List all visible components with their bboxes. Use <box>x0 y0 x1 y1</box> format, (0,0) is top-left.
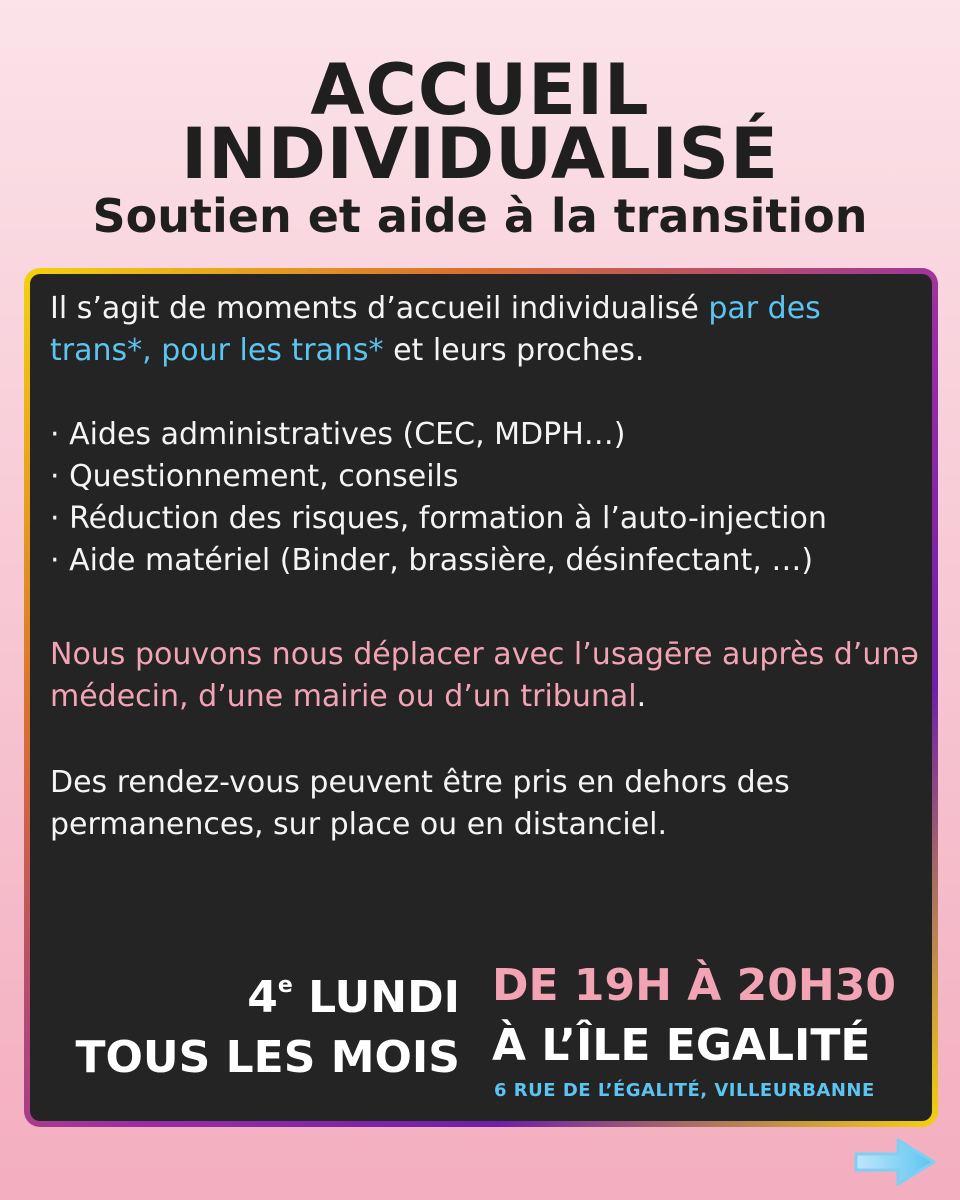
schedule-place: À L’ÎLE EGALITÉ <box>492 1020 871 1071</box>
list-item: · Aide matériel (Binder, brassière, désinfectant, …) <box>50 543 814 578</box>
title-line-2: INDIVIDUALISÉ <box>181 113 779 195</box>
content-frame <box>24 268 938 1127</box>
appointments-paragraph: Des rendez-vous peuvent être pris en dehors des permanences, sur place ou en distanciel. <box>50 765 790 842</box>
intro-paragraph <box>50 288 920 372</box>
subtitle: Soutien et aide à la transition <box>92 189 868 243</box>
schedule-when <box>75 956 460 1088</box>
list-item: · Aides administratives (CEC, MDPH…) <box>50 417 626 452</box>
arrow-right-icon[interactable] <box>850 1134 940 1190</box>
day-number: 4 <box>247 972 278 1023</box>
title-line-1: ACCUEIL <box>310 49 650 131</box>
schedule-frequency: TOUS LES MOIS <box>75 1032 460 1083</box>
schedule-where <box>492 956 896 1076</box>
day-name: LUNDI <box>292 972 460 1023</box>
schedule-day <box>75 956 460 1028</box>
accompany-end: . <box>636 679 647 714</box>
accompany-paragraph <box>50 634 920 718</box>
schedule-time: DE 19H À 20H30 <box>492 960 896 1011</box>
accompany-text: Nous pouvons nous déplacer avec l’usagēre auprès d’unǝ médecin, d’une mairie ou d’un tribunal <box>50 637 919 714</box>
day-superscript: e <box>277 973 293 998</box>
list-item: · Réduction des risques, formation à l’auto-injection <box>50 501 827 536</box>
list-item: · Questionnement, conseils <box>50 459 459 494</box>
intro-start: Il s’agit de moments d’accueil individualisé <box>50 291 709 326</box>
schedule-address: 6 RUE DE L’ÉGALITÉ, VILLEURBANNE <box>494 1080 875 1101</box>
intro-highlight: par des trans*, pour les trans* <box>50 291 821 368</box>
services-list <box>50 414 920 582</box>
content-panel <box>30 274 932 1121</box>
intro-end: et leurs proches. <box>383 333 645 368</box>
